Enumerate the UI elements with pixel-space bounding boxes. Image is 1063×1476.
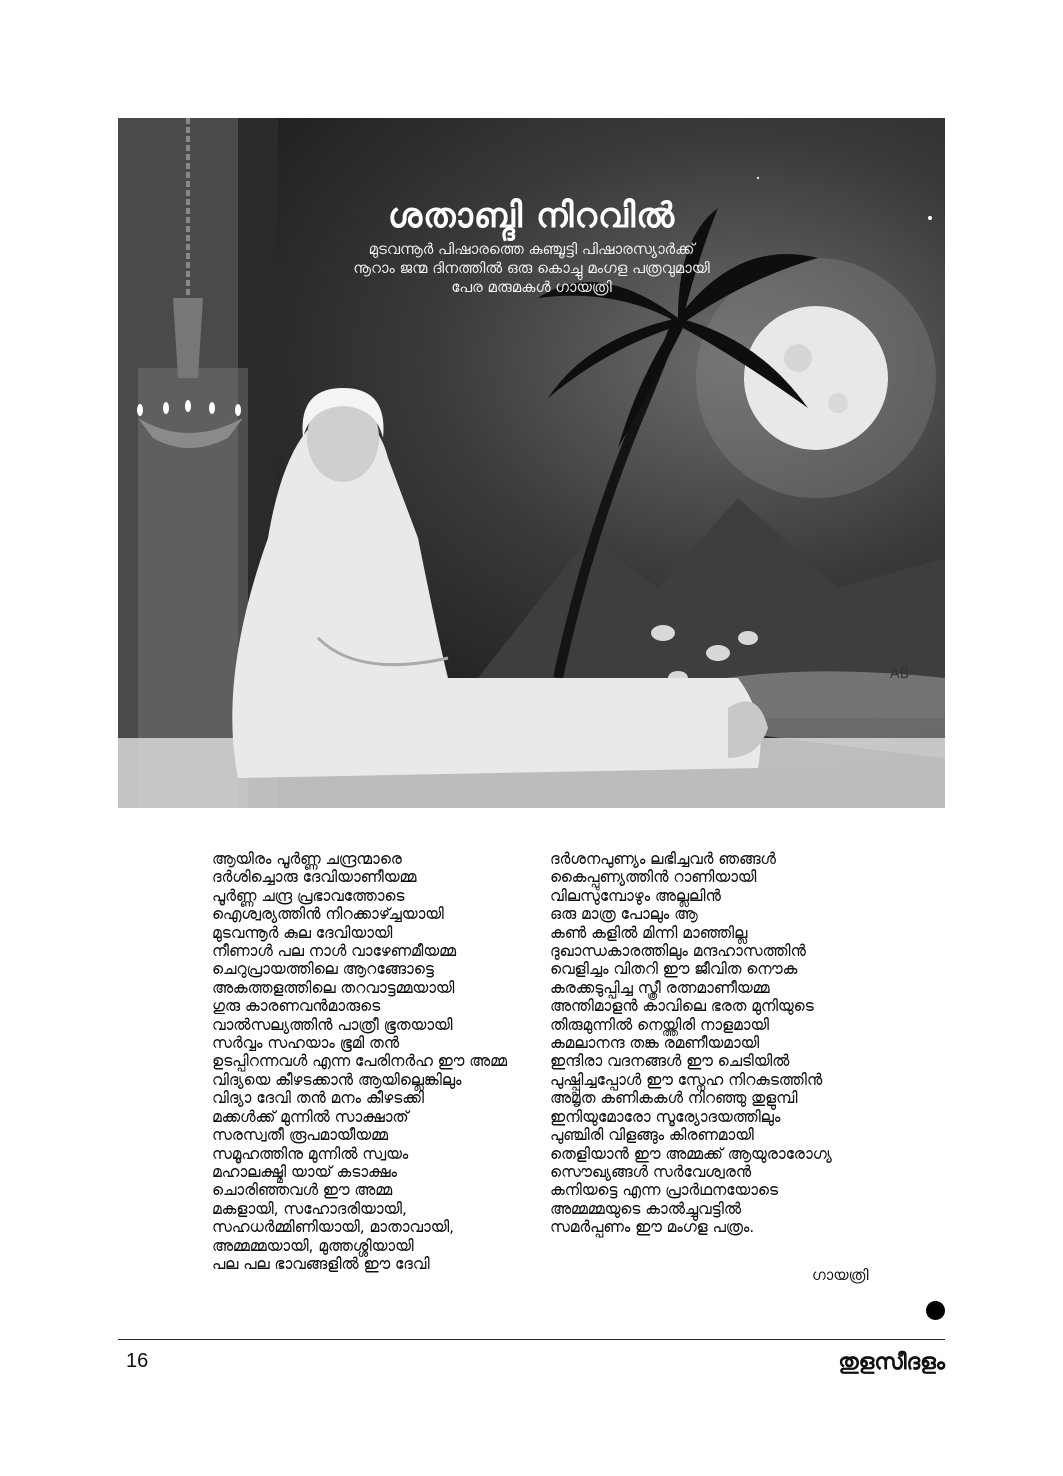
end-of-article-bullet-icon	[926, 1301, 945, 1320]
subtitle-line: മുടവന്നൂർ പിഷാരത്തെ കുഞ്ചൂട്ടി പിഷാരസ്യാർക്ക്	[368, 240, 695, 258]
hero-illustration	[118, 118, 945, 808]
poem-line: ദർശിച്ചൊരു ദേവിയാണീയമ്മ	[212, 868, 417, 887]
poem-line: ഇനിയുമോരോ സൂര്യോദയത്തിലും	[550, 1107, 781, 1126]
poem-line: സരസ്വതീ രൂപമായീയമ്മ	[212, 1126, 388, 1145]
poem-line: കരക്കടുപ്പിച്ച സ്ത്രീ രത്നമാണീയമ്മ	[550, 978, 770, 997]
subtitle-line: പേര മരുമകൾ ഗായത്രി	[451, 278, 612, 296]
poem-line: ചെറുപ്രായത്തിലെ ആറങ്ങോട്ടെ	[212, 960, 434, 979]
poem-line: ദുഖാന്ധകാരത്തിലും മന്ദഹാസത്തിൻ	[550, 942, 806, 961]
poem-line: പുഞ്ചിരി വിളങ്ങും കിരണമായി	[550, 1126, 754, 1145]
poem-line: കനിയട്ടെ എന്ന പ്രാർഥനയോടെ	[550, 1181, 778, 1200]
poem-line: തിരുമുന്നിൽ നെയ്ത്തിരി നാളമായി	[550, 1015, 769, 1034]
poem-line: മകളായി, സഹോദരിയായി,	[212, 1199, 407, 1218]
poem-line: വെളിച്ചം വിതറി ഈ ജീവിത നൌക	[550, 960, 798, 979]
poem-line: മുടവന്നൂർ കുല ദേവിയായി	[212, 923, 393, 942]
poem-line: ഉടപ്പിറന്നവൾ എന്ന പേരിനർഹ ഈ അമ്മ	[212, 1052, 507, 1071]
poem-signature: ഗായത്രി	[812, 1266, 869, 1284]
poem-line: അന്തിമാളൻ കാവിലെ ഭരത മുനിയുടെ	[550, 997, 814, 1016]
poem-line: സഹധർമ്മിണിയായി, മാതാവായി,	[212, 1218, 455, 1237]
poem-line: കൈപ്പുണ്യത്തിൻ റാണിയായി	[550, 868, 757, 887]
poem-line: അമ്മമ്മയായി, മുത്തശ്ശിയായി	[212, 1236, 414, 1255]
article-title: ശതാബ്ദി നിറവിൽ	[387, 196, 676, 236]
poem-line: വാൽസല്യത്തിൻ പാത്രീ ഭൂതയായി	[212, 1015, 453, 1034]
poem-line: വിലസുമ്പോഴും അല്ലലിൻ	[550, 886, 721, 905]
poem-line: കൺ കളിൽ മിന്നി മാഞ്ഞില്ല	[550, 923, 748, 942]
poem-line: പല പല ഭാവങ്ങളിൽ ഈ ദേവി	[212, 1254, 430, 1273]
poem-line: ചൊരിഞ്ഞവൾ ഈ അമ്മ	[212, 1181, 393, 1200]
poem-line: അമ്മമ്മയുടെ കാൽച്ചുവട്ടിൽ	[550, 1199, 742, 1218]
poem-line: പുഷ്പ്പിച്ചപ്പോൾ ഈ സ്നേഹ നിറകുടത്തിൻ	[550, 1070, 823, 1089]
poem-line: കമലാനന്ദ തങ്ക രമണീയമായി	[550, 1034, 760, 1053]
poem-right-column	[550, 850, 832, 1237]
poem-line: വിദ്യയെ കീഴടക്കാൻ ആയില്ലെങ്കിലും	[212, 1070, 462, 1089]
poem-line: ഇന്ദിരാ വദനങ്ങൾ ഈ ചെടിയിൽ	[550, 1052, 790, 1071]
poem-line: ഒരു മാത്ര പോലും ആ	[550, 905, 698, 924]
page-number: 16	[126, 1350, 149, 1372]
magazine-name: തുളസീദളം	[838, 1350, 945, 1375]
poem-left-column	[212, 850, 507, 1273]
poem-line: നീണാൾ പല നാൾ വാഴേണമീയമ്മ	[212, 942, 456, 961]
poem-line: മക്കൾക്ക് മുന്നിൽ സാക്ഷാത്	[212, 1107, 409, 1126]
poem-line: സമൂഹത്തിനു മുന്നിൽ സ്വയം	[212, 1144, 409, 1163]
poem-line: പൂർണ്ണ ചന്ദ്ര പ്രഭാവത്തോടെ	[212, 886, 405, 905]
poem-line: അമൃത കണികകൾ നിറഞ്ഞു തുളുമ്പി	[550, 1089, 798, 1108]
footer-divider	[118, 1339, 945, 1340]
artist-mark: AB	[890, 666, 910, 682]
poem-line: ഗുരു കാരണവൻമാരുടെ	[212, 997, 381, 1016]
poem-line: ഐശ്വര്യത്തിൻ നിറക്കാഴ്ച്ചയായി	[212, 905, 444, 924]
article-subtitle	[118, 240, 945, 297]
poem-line: തെളിയാൻ ഈ അമ്മക്ക് ആയുരാരോഗ്യ	[550, 1144, 832, 1163]
poem-line: മഹാലക്ഷ്മി യായ് കടാക്ഷം	[212, 1162, 397, 1181]
poem-line: അകത്തളത്തിലെ തറവാട്ടമ്മയായി	[212, 978, 455, 997]
poem-line: വിദ്യാ ദേവി തൻ മനം കീഴടക്കി	[212, 1089, 424, 1108]
poem-line: സമർപ്പണം ഈ മംഗള പത്രം.	[550, 1218, 755, 1237]
poem-line: സൌഖ്യങ്ങൾ സർവേശ്വരൻ	[550, 1162, 752, 1181]
poem-line: ദർശനപുണ്യം ലഭിച്ചവർ ഞങ്ങൾ	[550, 850, 776, 868]
poem-line: ആയിരം പൂർണ്ണ ചന്ദ്രന്മാരെ	[212, 850, 402, 868]
subtitle-line: നൂറാം ജന്മ ദിനത്തിൽ ഒരു കൊച്ചു മംഗള പത്രവുമായി	[353, 259, 710, 277]
hanging-lamp	[173, 298, 203, 378]
poem-line: സർവ്വം സഹയാം ഭൂമി തൻ	[212, 1034, 400, 1053]
